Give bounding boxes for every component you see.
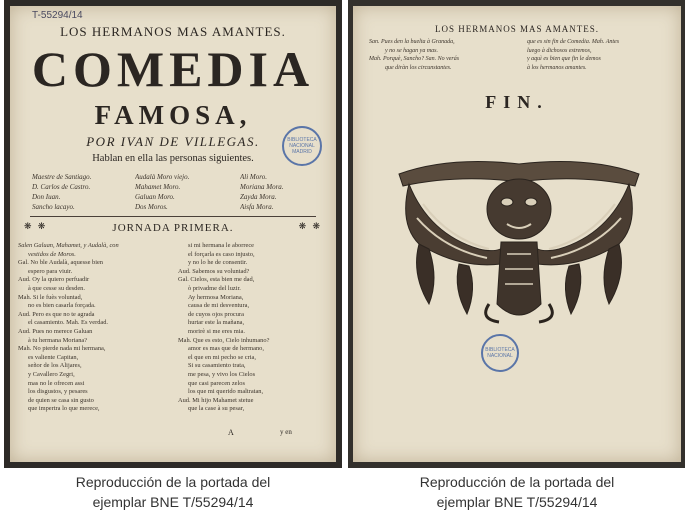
verse-line: Salen Galuan, Mahamet, y Audalà, con [18,242,119,249]
closing-lines-right [527,38,677,72]
divider-rule [30,216,316,217]
verse-line: à tu hermana Moriana? [28,336,88,344]
verse-line: Aud. Oy la quiero perfuadir [18,276,90,284]
persons-column-3 [240,172,284,212]
verse-line: vestidos de Moros. [28,250,76,258]
person-name: Dos Moros. [135,203,168,211]
person-name: D. Carlos de Castro. [32,183,91,191]
verse-line: los que mi querido maltratan, [188,388,264,396]
verse-line: Mah. Que es esto, Cielo inhumano? [178,336,270,344]
verse-line: Aud. Pero es que no te agrada [18,310,95,318]
catchword: y en [280,428,292,436]
comedia-title: COMEDIA [31,41,315,97]
right-scan-image [348,0,685,468]
verse-line: es valiente Capitan, [28,353,79,361]
verse-line: causa de mi desventura, [188,302,250,310]
stamp-text: BIBLIOTECA NACIONAL MADRID [287,137,317,155]
verse-line: y Cavallero Zegri, [28,370,75,378]
person-name: Audalà Moro viejo. [135,173,190,181]
verse-line: y no se hagan ya mas. [385,47,438,54]
persons-column-1 [32,172,91,212]
verse-line: el casamiento. Mah. Es verdad. [28,319,109,327]
verse-line: Mah. Si le fuès voluntad, [18,293,83,301]
verse-line: à los hermanos amantes. [527,64,587,71]
person-name: Zayda Mora. [240,193,277,201]
verse-line: y aquì es bien que fin le demos [527,56,601,62]
verse-line: Mah. No pierde nada mi hermana, [18,345,106,353]
person-name: Mahamet Moro. [135,183,181,191]
woodcut-ornament [389,154,649,329]
verse-line: señor de los Alijares, [28,362,82,370]
caption-line: ejemplar BNE T/55294/14 [436,494,598,510]
verse-line: espero para viuir. [28,267,73,275]
verse-line: el forçarla es caso injusto, [188,250,255,258]
verse-line: mas no le ofrecen assi [28,379,85,387]
verse-column-left [18,242,168,414]
famosa-subtitle: FAMOSA, [94,100,252,130]
colophon-page [353,6,681,462]
person-name: Sancho lacayo. [32,203,75,211]
verse-line: ò privadme del luzir. [188,284,241,292]
verse-line: Aud. Pues no merece Galuan [18,327,93,335]
left-scan-image [4,0,342,468]
verse-line: que es sin fin de Comedia. Mah. Antes [527,39,620,45]
stamp-text: BIBLIOTECA NACIONAL [485,347,515,359]
verse-line: si mi hermana le aborrece [188,242,255,249]
page-header: LOS HERMANOS MAS AMANTES. [60,24,286,39]
caption-line: Reproducción de la portada del [75,474,271,490]
verse-line: no es bien casarla forçada. [28,302,96,310]
verse-line: luego à dichosos estremos, [527,47,592,54]
person-name: Don Iuan. [32,193,61,201]
verse-line: Aud. Sabemos su voluntad? [178,267,250,275]
signature-mark: A [228,428,234,437]
library-stamp [481,334,519,372]
verse-line: San. Pues den la buelta à Granada, [369,39,455,45]
verse-line: el que en mi pecho se cria, [188,353,256,361]
fin-heading: FIN. [485,92,549,112]
verse-line: me pesa, y vivo los Cielos [188,370,256,378]
verse-line: Mah. Porquè, Sancho? San. No verás [369,56,460,62]
verse-line: que casi parecen zelos [188,379,245,387]
verse-line: morirè si me eres mia. [188,327,245,335]
verse-line: hurtar este la mañana, [188,319,245,327]
verse-line: que diràn los circunstantes. [385,64,452,71]
closing-lines-left [369,38,519,72]
person-name: Maestre de Santiago. [32,173,92,181]
persons-column-2 [135,172,189,212]
verse-line: Gal. Cielos, esta bien me dad, [178,276,255,284]
caption-left [4,472,342,512]
title-page [10,6,336,462]
person-name: Moriana Mora. [240,183,284,191]
verse-line: los disgustos, y pesares [28,388,88,396]
verse-line: que la case à su pesar, [188,405,245,413]
verse-line: de cuyos ojos procura [188,310,244,318]
jornada-heading: JORNADA PRIMERA. [112,222,234,234]
page-header: LOS HERMANOS MAS AMANTES. [434,24,600,34]
caption-right [348,472,685,512]
verse-line: Aud. Mi hijo Mahamet stetue [178,396,254,404]
shelfmark-handwritten: T-55294/14 [32,10,83,21]
verse-line: Si su casamiento trata, [188,362,246,370]
ornament-right: ❋ ❋ [298,221,322,231]
verse-line: de quien se casa sin gusto [28,396,94,404]
persons-intro: Hablan en ella las personas siguientes. [92,153,254,164]
person-name: Ali Moro. [240,173,267,181]
person-name: Aisfa Mora. [240,203,274,211]
verse-line: que impertra lo que merece, [28,405,100,413]
author-line: POR IVAN DE VILLEGAS. [86,134,260,149]
verse-line: y no lo he de consentir. [188,259,248,267]
verse-line: amor es mas que de hermano, [188,345,264,353]
verse-line: à que cesse su desden. [28,284,85,292]
caption-line: Reproducción de la portada del [419,474,615,490]
verse-line: Ay hermosa Moriana, [188,293,244,301]
verse-line: Gal. No ble Audalà, aquesse bien [18,259,104,267]
verse-column-right [178,242,328,414]
ornament-left: ❋ ❋ [24,221,48,231]
person-name: Galuan Moro. [135,193,175,201]
caption-line: ejemplar BNE T/55294/14 [92,494,254,510]
